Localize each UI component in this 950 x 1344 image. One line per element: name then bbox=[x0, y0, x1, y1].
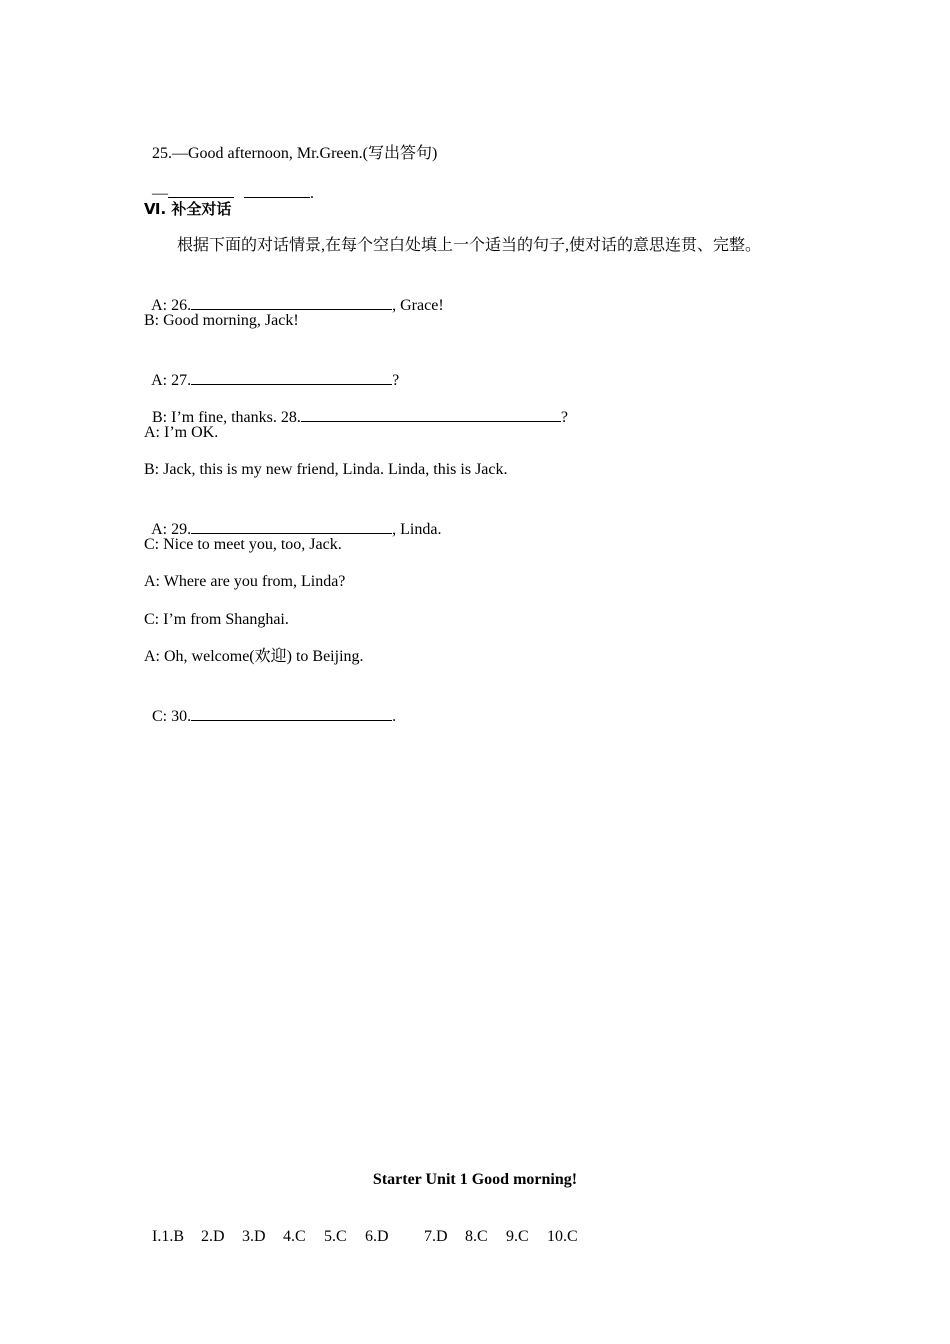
line-suffix: ? bbox=[392, 372, 400, 389]
answer-item: I.1.B bbox=[152, 1228, 184, 1245]
answer-dash: — bbox=[152, 185, 168, 202]
dialogue-line-26 bbox=[144, 274, 444, 316]
dialogue-line-a4: A: Oh, welcome(欢迎) to Beijing. bbox=[144, 648, 364, 665]
dialogue-line-28 bbox=[144, 386, 568, 428]
dialogue-line-c1: C: Nice to meet you, too, Jack. bbox=[144, 536, 342, 553]
dialogue-line-a2: A: I’m OK. bbox=[144, 424, 219, 441]
answer-item: 9.C bbox=[506, 1228, 529, 1245]
dialogue-line-27 bbox=[144, 349, 399, 391]
dialogue-line-c2: C: I’m from Shanghai. bbox=[144, 611, 289, 628]
answer-item: 5.C bbox=[324, 1228, 347, 1245]
blank-26[interactable] bbox=[191, 294, 392, 310]
answer-end: . bbox=[310, 185, 314, 202]
question-25 bbox=[144, 124, 437, 164]
blank-30[interactable] bbox=[191, 705, 392, 721]
dialogue-line-a3: A: Where are you from, Linda? bbox=[144, 573, 346, 590]
answer-key-row bbox=[144, 1207, 578, 1247]
blank-29[interactable] bbox=[191, 518, 392, 534]
blank-27[interactable] bbox=[191, 369, 392, 385]
answer-item: 8.C bbox=[465, 1228, 488, 1245]
blank-28[interactable] bbox=[301, 406, 561, 422]
answer-item: 2.D bbox=[201, 1228, 225, 1245]
line-suffix: . bbox=[392, 708, 397, 725]
answer-blank-1[interactable] bbox=[168, 182, 234, 198]
line-suffix: , Linda. bbox=[392, 521, 442, 538]
section-instruction: 根据下面的对话情景,在每个空白处填上一个适当的句子,使对话的意思连贯、完整。 bbox=[177, 237, 762, 254]
line-prefix: A: 27. bbox=[151, 372, 192, 389]
question-25-answer-line bbox=[144, 162, 314, 204]
dialogue-line-b2: B: Jack, this is my new friend, Linda. Linda, this is Jack. bbox=[144, 461, 508, 478]
line-suffix: , Grace! bbox=[392, 297, 444, 314]
answer-item: 6.D bbox=[365, 1228, 389, 1245]
answer-key-title: Starter Unit 1 Good morning! bbox=[372, 1171, 578, 1188]
line-prefix: B: I’m fine, thanks. 28. bbox=[152, 409, 301, 426]
dialogue-line-30 bbox=[144, 685, 396, 727]
section-title: Ⅵ. 补全对话 bbox=[144, 200, 232, 218]
line-suffix: ? bbox=[560, 409, 568, 426]
line-prefix: A: 26. bbox=[151, 297, 192, 314]
answer-item: 3.D bbox=[242, 1228, 266, 1245]
answer-item: 4.C bbox=[283, 1228, 306, 1245]
answer-item: 10.C bbox=[547, 1228, 578, 1245]
answer-blank-2[interactable] bbox=[244, 182, 310, 198]
dialogue-line-b1: B: Good morning, Jack! bbox=[144, 312, 299, 329]
line-prefix: A: 29. bbox=[151, 521, 192, 538]
line-prefix: C: 30. bbox=[152, 708, 192, 725]
dialogue-line-29 bbox=[144, 498, 441, 540]
question-25-text: 25.—Good afternoon, Mr.Green.(写出答句) bbox=[152, 145, 438, 162]
answer-item: 7.D bbox=[424, 1228, 448, 1245]
